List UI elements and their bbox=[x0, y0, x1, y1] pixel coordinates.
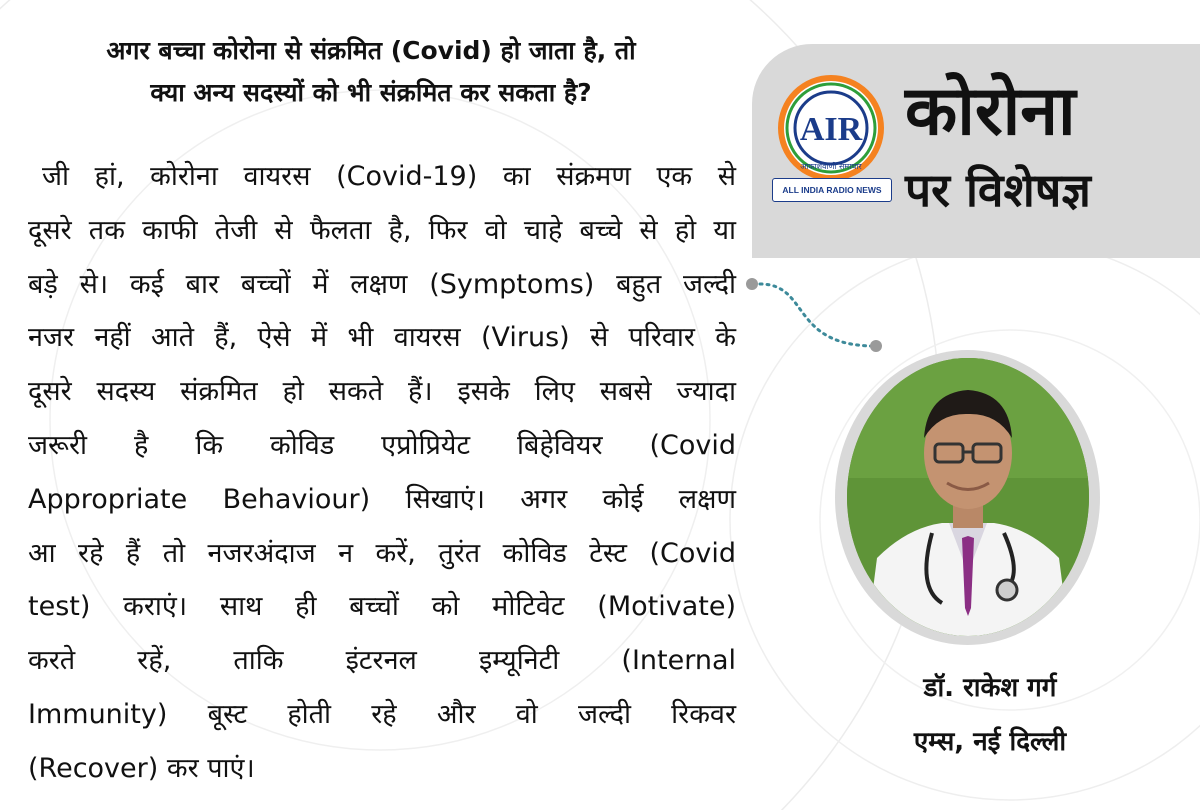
answer-line: नजर नहीं आते हैं, ऐसे में भी वायरस (Virus) से परिवार के bbox=[28, 322, 736, 354]
dotted-connector bbox=[740, 270, 890, 360]
answer-line: Appropriate Behaviour) सिखाएं। अगर कोई लक्षण bbox=[28, 483, 736, 515]
answer-line: आ रहे हैं तो नजरअंदाज न करें, तुरंत कोविड टेस्ट (Covid bbox=[28, 537, 736, 569]
doctor-photo bbox=[847, 358, 1089, 636]
question-heading bbox=[6, 30, 736, 114]
answer-line: Immunity) बूस्ट होती रहे और वो जल्दी रिकवर bbox=[28, 698, 736, 730]
answer-paragraph bbox=[28, 150, 736, 796]
page-title: कोरोना bbox=[905, 72, 1076, 151]
answer-line: दूसरे तक काफी तेजी से फैलता है, फिर वो चाहे बच्चे से हो या bbox=[28, 214, 736, 246]
answer-line: जी हां, कोरोना वायरस (Covid-19) का संक्रमण एक से bbox=[42, 161, 736, 192]
answer-line: दूसरे सदस्य संक्रमित हो सकते हैं। इसके लिए सबसे ज्यादा bbox=[28, 376, 736, 408]
answer-line: करते रहें, ताकि इंटरनल इम्यूनिटी (Internal bbox=[28, 645, 736, 677]
svg-text:AIR: AIR bbox=[799, 111, 863, 148]
answer-line: (Recover) कर पाएं। bbox=[28, 752, 255, 784]
question-line-1: अगर बच्चा कोरोना से संक्रमित (Covid) हो जाता है, तो bbox=[106, 36, 636, 65]
logo-hindi-caption: आकाशवाणी समाचार bbox=[800, 162, 862, 171]
expert-name: डॉ. राकेश गर्ग bbox=[923, 673, 1057, 703]
expert-institution: एम्स, नई दिल्ली bbox=[913, 727, 1067, 757]
page-subtitle: पर विशेषज्ञ bbox=[905, 163, 1091, 217]
answer-line: जरूरी है कि कोविड एप्रोप्रियेट बिहेवियर (Covid bbox=[28, 429, 736, 461]
answer-line: test) कराएं। साथ ही बच्चों को मोटिवेट (Motivate) bbox=[28, 591, 736, 623]
question-line-2: क्या अन्य सदस्यों को भी संक्रमित कर सकता है? bbox=[150, 78, 592, 107]
logo-banner: ALL INDIA RADIO NEWS bbox=[772, 178, 892, 202]
doctor-portrait-icon bbox=[847, 358, 1089, 636]
answer-line: बड़े से। कई बार बच्चों में लक्षण (Symptoms) बहुत जल्दी bbox=[28, 268, 736, 300]
